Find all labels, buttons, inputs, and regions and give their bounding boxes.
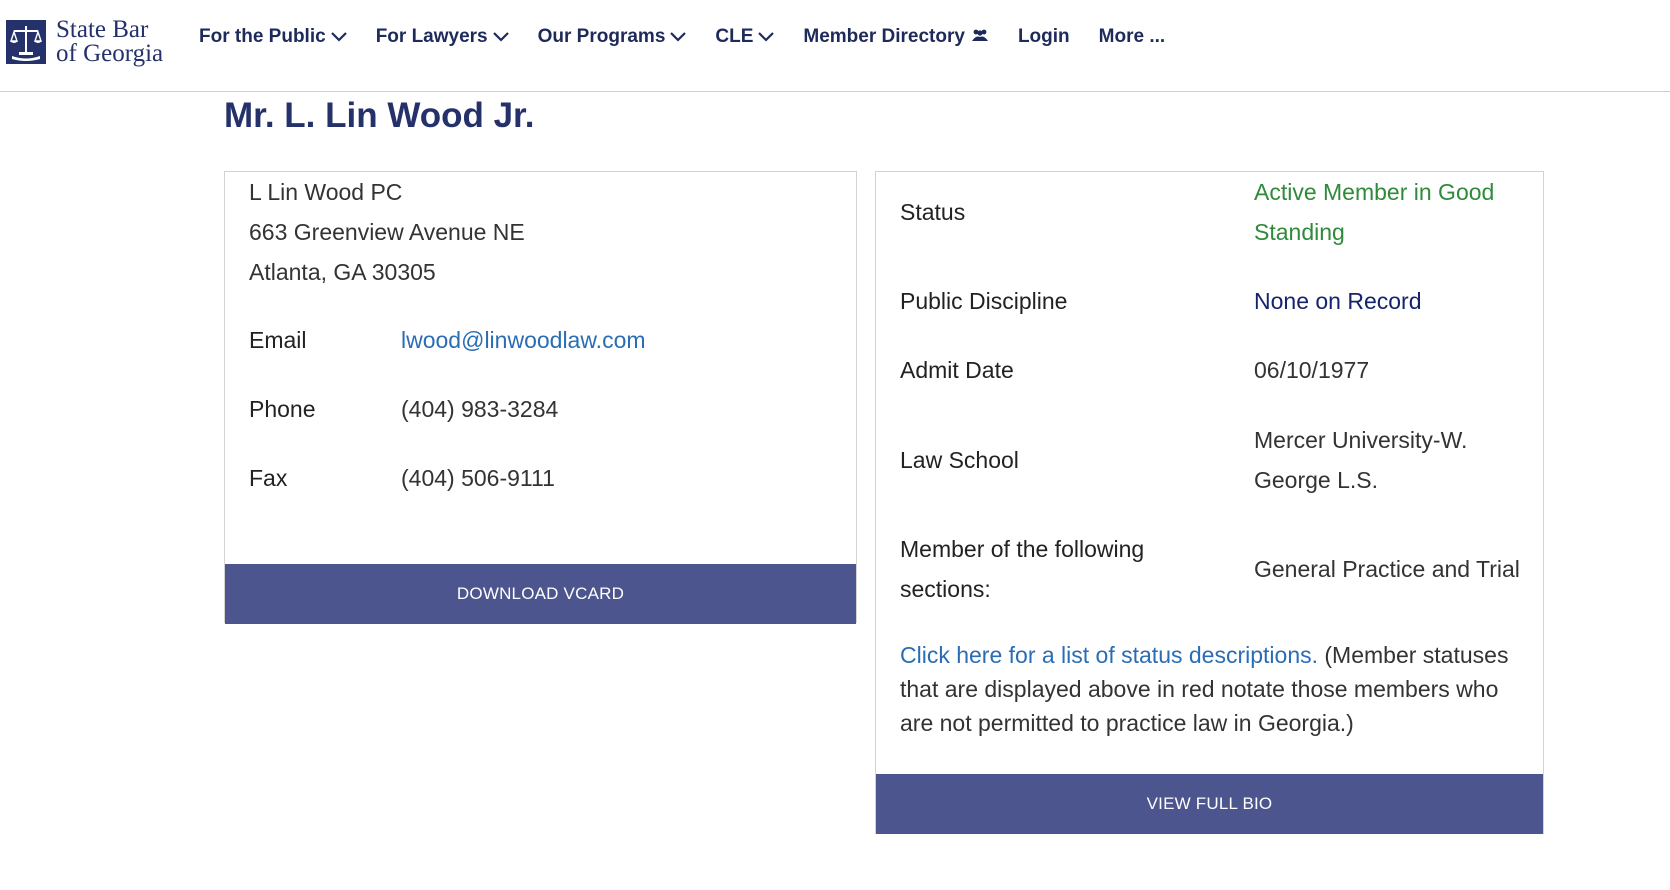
download-vcard-button[interactable]: DOWNLOAD VCARD (225, 564, 856, 624)
discipline-value: None on Record (1254, 288, 1422, 314)
nav-label: For Lawyers (375, 26, 488, 47)
fax-value: (404) 506-9111 (401, 465, 555, 491)
nav-our-programs[interactable] (538, 26, 687, 48)
nav-cle[interactable] (715, 26, 774, 48)
nav-for-the-public[interactable] (199, 26, 347, 48)
status-value (1254, 172, 1494, 252)
member-details-card (875, 171, 1544, 834)
site-header (0, 0, 1670, 92)
nav-for-lawyers[interactable] (376, 26, 509, 48)
people-icon (971, 26, 989, 48)
main-nav (199, 26, 1194, 48)
fax-row (249, 465, 555, 492)
law-school-value (1254, 420, 1467, 500)
law-school-line-1: Mercer University-W. (1254, 427, 1468, 453)
nav-label: For the Public (199, 26, 326, 47)
phone-value: (404) 983-3284 (401, 396, 559, 422)
email-label: Email (249, 327, 307, 353)
nav-label: CLE (715, 26, 754, 47)
sections-label-line-2: sections: (900, 576, 991, 602)
site-logo[interactable] (6, 18, 163, 66)
address-block (249, 172, 525, 292)
email-row (249, 327, 646, 354)
page-title: Mr. L. Lin Wood Jr. (224, 96, 535, 135)
chevron-down-icon (493, 26, 509, 48)
view-full-bio-button[interactable]: VIEW FULL BIO (876, 774, 1543, 834)
sections-label (900, 529, 1144, 609)
phone-row (249, 396, 558, 423)
status-description (900, 638, 1530, 740)
logo-line-1: State Bar (56, 16, 149, 43)
scales-of-justice-icon (6, 20, 46, 64)
sections-value: General Practice and Trial (1254, 556, 1520, 582)
chevron-down-icon (670, 26, 686, 48)
nav-login[interactable] (1018, 26, 1070, 48)
status-label: Status (900, 199, 966, 225)
status-descriptions-link[interactable]: Click here for a list of status descriptions. (900, 642, 1318, 668)
site-logo-text (56, 18, 163, 66)
fax-label: Fax (249, 465, 288, 491)
nav-label: Member Directory (803, 26, 965, 47)
contact-card (224, 171, 857, 623)
email-link[interactable]: lwood@linwoodlaw.com (401, 327, 646, 353)
status-value-line-2: Standing (1254, 219, 1345, 245)
chevron-down-icon (758, 26, 774, 48)
nav-member-directory[interactable] (803, 26, 989, 48)
street-address: 663 Greenview Avenue NE (249, 219, 525, 245)
sections-label-line-1: Member of the following (900, 536, 1145, 562)
nav-label: Our Programs (537, 26, 666, 47)
nav-label: More ... (1098, 26, 1166, 47)
chevron-down-icon (331, 26, 347, 48)
discipline-label: Public Discipline (900, 288, 1068, 314)
law-school-label: Law School (900, 447, 1019, 473)
nav-label: Login (1017, 26, 1070, 47)
phone-label: Phone (249, 396, 316, 422)
admit-date-value: 06/10/1977 (1254, 357, 1370, 383)
nav-more[interactable] (1099, 26, 1166, 48)
firm-name: L Lin Wood PC (249, 179, 403, 205)
law-school-line-2: George L.S. (1254, 467, 1379, 493)
status-note: (Member statuses that are displayed above in red notate those members who are not permitted to practice law in Georgia.) (900, 642, 1509, 736)
admit-date-label: Admit Date (900, 357, 1014, 383)
logo-line-2: of Georgia (56, 40, 164, 67)
status-value-line-1: Active Member in Good (1254, 179, 1495, 205)
city-state-zip: Atlanta, GA 30305 (249, 259, 436, 285)
